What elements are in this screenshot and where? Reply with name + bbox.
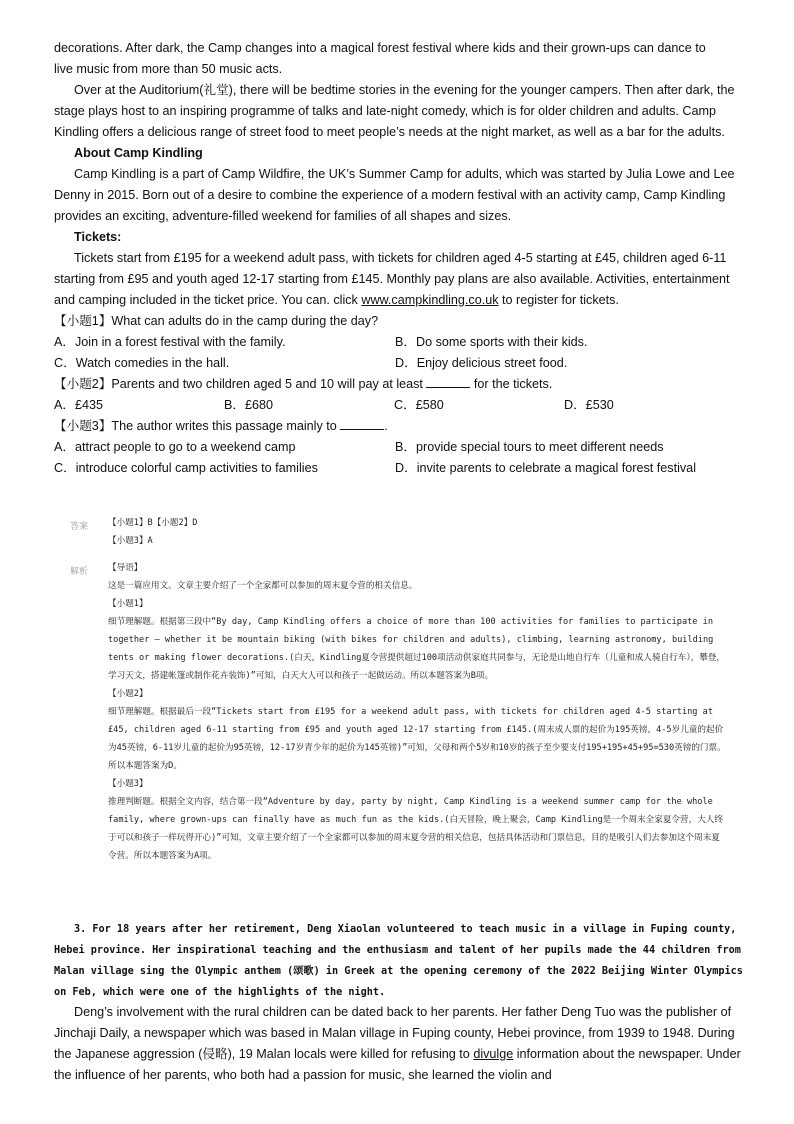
- underlined-word: divulge: [473, 1047, 514, 1061]
- analysis-guide: 这是一篇应用文。文章主要介绍了一个全家都可以参加的周末夏令营的相关信息。: [108, 581, 418, 591]
- option-a: A．£435: [54, 398, 104, 412]
- options-row: [54, 353, 744, 374]
- passage3-text: [54, 1002, 744, 1086]
- question-text: 【小题2】Parents and two children aged 5 and 10 will pay at least: [54, 377, 427, 391]
- analysis-q1-title: 【小题1】: [108, 599, 148, 609]
- passage-text-span: to register for tickets.: [498, 293, 619, 307]
- passage-paragraph: [54, 248, 744, 311]
- question-3: [54, 416, 744, 437]
- answer-blank: [426, 375, 470, 388]
- passage-text-span: information about the newspaper. Under the influence of her parents, who both had a passion for music, she learned the violin and: [54, 1047, 741, 1082]
- register-link[interactable]: www.campkindling.co.uk: [361, 293, 499, 307]
- option-c: C．Watch comedies in the hall.: [54, 356, 230, 370]
- answer-label: 答案: [70, 522, 89, 532]
- option-a: A．attract people to go to a weekend camp: [54, 440, 296, 454]
- analysis-label: 解析: [70, 567, 89, 577]
- passage-text: [54, 38, 744, 479]
- answer-blank: [340, 417, 384, 430]
- option-b: B．Do some sports with their kids.: [395, 335, 588, 349]
- passage-text-span: Tickets start from £195 for a weekend adult pass, with tickets for children aged 4-5 starting at £45, children aged 6-11 starting from £95 and youth aged 12-17 starting from £145. Monthly pay plans are also available. Activities, entertainment and camping included in the ticket price. You can. click: [54, 251, 730, 307]
- question-text: for the tickets.: [470, 377, 553, 391]
- section-heading-about: About Camp Kindling: [74, 146, 203, 160]
- passage-line: decorations. After dark, the Camp changes into a magical forest festival where kids and their grown-ups can dance to: [54, 41, 706, 55]
- analysis-q3: 推理判断题。根据全文内容，结合第一段“Adventure by day, party by night, Camp Kindling is a weekend summer camp for the whole family, where grown-ups can finally have as much fun as the kids.(白天冒险，晚上聚会，Camp Kindling是一个周末全家夏令营，大人终于可以和孩子一样玩得开心)”可知，文章主要介绍了一个全家都可以参加的周末夏令营的相关信息，包括具体活动和门票信息，目的是吸引人们去参加这个周末夏令营。所以本题答案为A项。: [108, 797, 723, 861]
- answer-block: [108, 514, 728, 550]
- option-d: D．Enjoy delicious street food.: [395, 356, 568, 370]
- analysis-q1: 细节理解题。根据第三段中“By day, Camp Kindling offers a choice of more than 100 activities for families to participate in together — whether it be mountain biking (with bikes for children and adults), climbing, learning astronomy, building tents or making flower decorations.(白天，Kindling夏令营提供超过100项活动供家庭共同参与，无论是山地自行车（儿童和成人骑自行车），攀登，学习天文，搭建帐篷或制作花卉装饰)”可知，白天大人可以和孩子一起做运动。所以本题答案为B项。: [108, 617, 725, 681]
- passage-line: live music from more than 50 music acts.: [54, 62, 283, 76]
- question-text: 【小题3】The author writes this passage mainly to: [54, 419, 341, 433]
- question-2: [54, 374, 744, 395]
- option-d: D．£530: [564, 398, 614, 412]
- options-row: [54, 458, 744, 479]
- passage-paragraph: Camp Kindling is a part of Camp Wildfire, the UK’s Summer Camp for adults, which was started by Julia Lowe and Lee Denny in 2015. Born out of a desire to combine the experience of a modern festival with an activity camp, Camp Kindling provides an exciting, adventure-filled weekend for families of all shapes and sizes.: [54, 167, 735, 223]
- option-a: A．Join in a forest festival with the family.: [54, 335, 286, 349]
- option-c: C．introduce colorful camp activities to families: [54, 461, 318, 475]
- option-c: C．£580: [394, 398, 444, 412]
- analysis-q2-title: 【小题2】: [108, 689, 148, 699]
- options-row: [54, 437, 744, 458]
- options-row: [54, 332, 744, 353]
- option-b: B．£680: [224, 398, 274, 412]
- analysis-block: [108, 559, 728, 865]
- passage-paragraph: Over at the Auditorium(礼堂), there will be bedtime stories in the evening for the younger campers. Then after dark, the stage plays host to an inspiring programme of talks and late-night comedy, which is for older children and adults. Camp Kindling offers a delicious range of street food to meet people’s needs at the night market, as well as a bar for the adults.: [54, 83, 735, 139]
- analysis-q2: 细节理解题。根据最后一段“Tickets start from £195 for a weekend adult pass, with tickets for children aged 4-5 starting at £45, children aged 6-11 starting from £95 and youth aged 12-17 starting from £145.(周末成人票的起价为195英镑，4-5岁儿童的起价为45英镑，6-11岁儿童的起价为95英镑，12-17岁青少年的起价为145英镑)”可知，父母和两个5岁和10岁的孩子至少要支付195+195+45+95=530英镑的门票。所以本题答案为D。: [108, 707, 726, 771]
- analysis-q3-title: 【小题3】: [108, 779, 148, 789]
- answer-line: 【小题3】A: [108, 536, 153, 546]
- answer-line: 【小题1】B【小题2】D: [108, 518, 198, 528]
- option-d: D．invite parents to celebrate a magical forest festival: [395, 461, 696, 475]
- passage3-paragraph-2: [54, 1002, 744, 1086]
- section-heading-tickets: Tickets:: [74, 230, 122, 244]
- question-1: 【小题1】What can adults do in the camp during the day?: [54, 314, 379, 328]
- option-b: B．provide special tours to meet different needs: [395, 440, 664, 454]
- question-text: .: [384, 419, 388, 433]
- analysis-guide-title: 【导语】: [108, 563, 143, 573]
- passage3-paragraph-1: 3. For 18 years after her retirement, Deng Xiaolan volunteered to teach music in a village in Fuping county, Hebei province. Her inspirational teaching and the enthusiasm and talent of her pupils made the 44 children from Malan village sing the Olympic anthem (颂歌) in Greek at the opening ceremony of the 2022 Beijing Winter Olympics on Feb, which were one of the highlights of the night.: [54, 924, 743, 998]
- passage-text-span: Deng’s involvement with the rural children can be dated back to her parents. Her father Deng Tuo was the publisher of Jinchaji Daily, a newspaper which was based in Malan village in Fuping county, Hebei province, from 1939 to 1948. During the Japanese aggression (侵略), 19 Malan locals were killed for refusing to: [54, 1005, 735, 1061]
- options-row: [54, 395, 744, 416]
